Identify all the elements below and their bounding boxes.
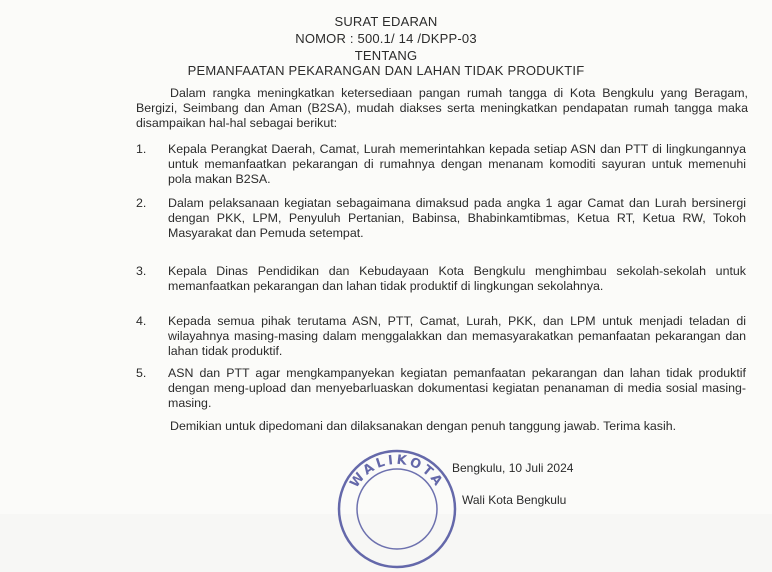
letter-number: NOMOR : 500.1/ 14 /DKPP-03	[295, 31, 477, 46]
item-text: Kepala Perangkat Daerah, Camat, Lurah memerintahkan kepada setiap ASN dan PTT di lingkungannya untuk memanfaatkan pekarangan di rumahnya dengan menanam komoditi sayuran untuk memenuhi pola makan B2SA.	[168, 142, 746, 187]
item-text: Dalam pelaksanaan kegiatan sebagaimana dimaksud pada angka 1 agar Camat dan Lurah bersinergi dengan PKK, LPM, Penyuluh Pertanian, Babinsa, Bhabinkamtibmas, Ketua RT, Ketua RW, Tokoh Masyarakat dan Pemuda setempat.	[168, 196, 746, 241]
item-number: 4.	[136, 314, 147, 328]
closing-paragraph	[136, 419, 748, 434]
intro-paragraph	[136, 86, 748, 132]
item-text: ASN dan PTT agar mengkampanyekan kegiatan pemanfaatan pekarangan dan lahan tidak produktif dengan meng-upload dan menyebarluaskan dokumentasi kegiatan penanaman di media sosial masing-masing.	[168, 366, 746, 411]
seal-text: WALIKOTA	[347, 452, 447, 491]
item-text: Kepada semua pihak terutama ASN, PTT, Camat, Lurah, PKK, dan LPM untuk menjadi teladan di wilayahnya masing-masing dalam menggalakkan dan memasyarakatkan pemanfaatan pekarangan dan lahan tidak produktif.	[168, 314, 746, 359]
signature-title: Wali Kota Bengkulu	[462, 493, 567, 507]
letter-title: SURAT EDARAN	[334, 14, 438, 29]
signature-place-date: Bengkulu, 10 Juli 2024	[452, 461, 574, 475]
item-number: 1.	[136, 142, 147, 156]
letter-subject: PEMANFAATAN PEKARANGAN DAN LAHAN TIDAK PRODUKTIF	[187, 63, 585, 78]
closing-text: Demikian untuk dipedomani dan dilaksanakan dengan penuh tanggung jawab. Terima kasih.	[170, 419, 677, 433]
item-text: Kepala Dinas Pendidikan dan Kebudayaan Kota Bengkulu menghimbau sekolah-sekolah untuk memanfaatkan pekarangan dan lahan tidak produktif di lingkungan sekolahnya.	[168, 264, 746, 294]
svg-text:WALIKOTA	[347, 453, 446, 491]
item-number: 2.	[136, 196, 147, 210]
intro-text: Dalam rangka meningkatkan ketersediaan pangan rumah tangga di Kota Bengkulu yang Beragam, Bergizi, Seimbang dan Aman (B2SA), mudah diakses serta meningkatkan pendapatan rumah tangga maka disampaikan hal-hal sebagai berikut:	[136, 86, 748, 131]
item-number: 3.	[136, 264, 147, 278]
letter-about: TENTANG	[354, 48, 418, 63]
official-seal-icon	[334, 446, 460, 572]
item-number: 5.	[136, 366, 147, 380]
